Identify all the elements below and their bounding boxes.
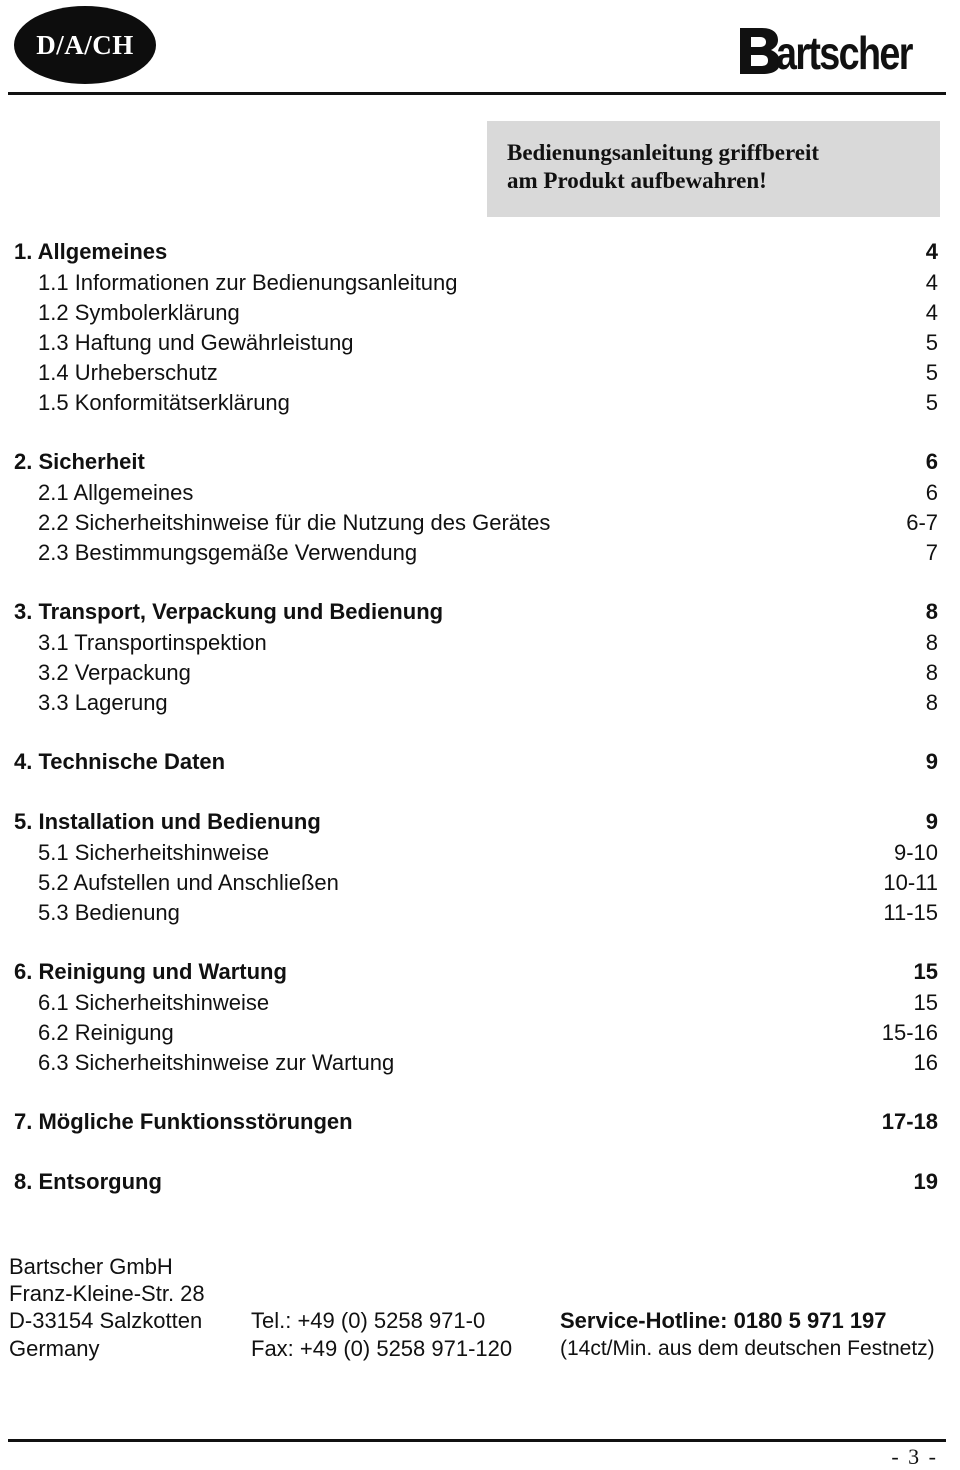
hotline-note: (14ct/Min. aus dem deutschen Festnetz) [560,1337,935,1360]
toc-section [0,268,960,298]
toc-chapter [0,597,960,627]
toc-label: 5.3 Bedienung [38,900,180,925]
notice-line-2: am Produkt aufbewahren! [507,168,767,193]
toc-section [0,328,960,358]
toc-page: 6 [925,480,938,505]
toc-chapter [0,747,960,777]
toc-chapter [0,957,960,987]
toc-label: 3.2 Verpackung [38,660,191,685]
bartscher-logo [736,18,936,78]
toc-chapter [0,1167,960,1197]
toc-section [0,688,960,718]
toc-page: 9 [925,809,938,834]
toc-page: 8 [925,690,938,715]
notice-box [487,121,940,217]
footer-divider [8,1439,946,1442]
company-phone: Tel.: +49 (0) 5258 971-0 [251,1308,486,1333]
toc-label: 1.5 Konformitätserklärung [38,390,290,415]
toc-page: 8 [925,630,938,655]
toc-label: 5.1 Sicherheitshinweise [38,840,270,865]
toc-page: 6 [925,449,938,474]
toc-page: 9-10 [893,840,938,865]
toc-chapter [0,1107,960,1137]
toc-page: 8 [925,599,938,624]
toc-chapter [0,807,960,837]
toc-chapter [0,237,960,267]
toc-label: 1.1 Informationen zur Bedienungsanleitung [38,270,458,295]
toc-page: 6-7 [906,510,938,535]
toc-label: 1.4 Urheberschutz [38,360,218,385]
toc-label: 2.2 Sicherheitshinweise für die Nutzung des Gerätes [38,510,551,535]
toc-section [0,388,960,418]
toc-label: 1. Allgemeines [14,239,168,264]
toc-page: 8 [925,660,938,685]
toc-section [0,478,960,508]
toc-page: 17-18 [881,1109,938,1134]
toc-section [0,1018,960,1048]
toc-label: 3.3 Lagerung [38,690,168,715]
toc-label: 7. Mögliche Funktionsstörungen [14,1109,353,1134]
toc-page: 5 [925,360,938,385]
toc-page: 15 [913,990,938,1015]
toc-label: 2.3 Bestimmungsgemäße Verwendung [38,540,418,565]
toc-label: 5. Installation und Bedienung [14,809,321,834]
toc-page: 15-16 [881,1020,938,1045]
toc-page: 5 [925,330,938,355]
toc-section [0,658,960,688]
notice-line-1: Bedienungsanleitung griffbereit [507,140,820,165]
service-hotline: Service-Hotline: 0180 5 971 197 [560,1308,887,1333]
toc-page: 9 [925,749,938,774]
toc-page: 4 [925,239,938,264]
toc-label: 1.2 Symbolerklärung [38,300,240,325]
toc-label: 8. Entsorgung [14,1169,162,1194]
toc-label: 5.2 Aufstellen und Anschließen [38,870,339,895]
toc-label: 1.3 Haftung und Gewährleistung [38,330,354,355]
toc-label: 3. Transport, Verpackung und Bedienung [14,599,444,624]
toc-label: 2.1 Allgemeines [38,480,194,505]
company-city: D-33154 Salzkotten [9,1308,203,1333]
company-fax: Fax: +49 (0) 5258 971-120 [251,1336,513,1361]
toc-chapter [0,447,960,477]
brand-name: artscher [776,27,912,79]
toc-label: 2. Sicherheit [14,449,145,474]
toc-section [0,298,960,328]
toc-section [0,538,960,568]
toc-page: 11-15 [883,900,938,925]
toc-section [0,898,960,928]
toc-page: 4 [925,270,938,295]
company-street: Franz-Kleine-Str. 28 [9,1281,205,1306]
toc-section [0,838,960,868]
toc-page: 16 [913,1050,938,1075]
toc-page: 5 [925,390,938,415]
toc-label: 3.1 Transportinspektion [38,630,267,655]
region-badge [14,6,156,84]
toc-page: 10-11 [883,870,938,895]
toc-section [0,508,960,538]
toc-section [0,868,960,898]
toc-page: 4 [925,300,938,325]
toc-section [0,988,960,1018]
toc-page: 15 [913,959,938,984]
toc-page: 19 [913,1169,938,1194]
header-divider [8,92,946,95]
company-country: Germany [9,1336,100,1361]
toc-label: 6.1 Sicherheitshinweise [38,990,270,1015]
toc-label: 4. Technische Daten [14,749,226,774]
toc-label: 6. Reinigung und Wartung [14,959,287,984]
toc-label: 6.2 Reinigung [38,1020,174,1045]
toc-section [0,358,960,388]
toc-section [0,628,960,658]
company-name: Bartscher GmbH [9,1254,173,1279]
toc-label: 6.3 Sicherheitshinweise zur Wartung [38,1050,395,1075]
page-number: - 3 - [891,1444,938,1469]
region-label: D/A/CH [36,29,134,60]
toc-page: 7 [925,540,938,565]
toc-section [0,1048,960,1078]
